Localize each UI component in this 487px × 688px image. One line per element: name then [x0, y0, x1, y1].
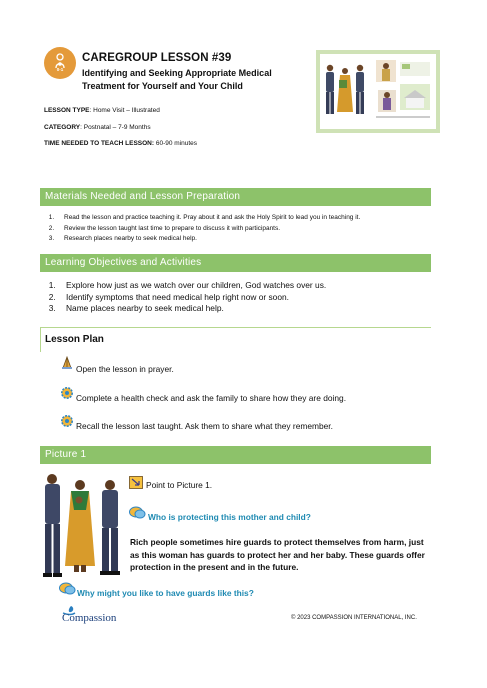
compassion-brand-name: Compassion — [62, 612, 117, 624]
point-to-picture-text: Point to Picture 1. — [146, 480, 213, 490]
picture1-body-text: Rich people sometimes hire guards to protect themselves from harm, just as this woman has guards to protect her and her baby. These guards offer protection in the present and in the future. — [130, 537, 425, 573]
list-item: 3. Name places nearby to seek medical help. — [58, 303, 326, 315]
list-item: 1. Read the lesson and practice teaching it. Pray about it and ask the Holy Spirit to lead you in teaching it. — [56, 213, 360, 224]
copyright-text: © 2023 COMPASSION INTERNATIONAL, INC. — [291, 615, 417, 621]
gear-icon — [60, 414, 74, 428]
objectives-list — [58, 280, 326, 315]
category-value: : Postnatal – 7-9 Months — [80, 124, 151, 131]
lesson-title: CAREGROUP LESSON #39 — [82, 52, 232, 64]
picture1-heading: Picture 1 — [40, 446, 431, 464]
list-item: 2. Identify symptoms that need medical help right now or soon. — [58, 292, 326, 304]
guards-illustration — [40, 470, 126, 580]
objectives-heading: Learning Objectives and Activities — [40, 254, 431, 272]
list-item: 3. Research places nearby to seek medical help. — [56, 234, 360, 245]
materials-heading: Materials Needed and Lesson Preparation — [40, 188, 431, 206]
pointer-icon — [129, 476, 143, 489]
step-open-prayer: Open the lesson in prayer. — [76, 364, 174, 374]
time-line — [44, 140, 197, 147]
discussion-icon — [59, 582, 76, 596]
lesson-thumbnail — [316, 50, 440, 133]
category-line — [44, 124, 151, 131]
category-label: CATEGORY — [44, 124, 81, 131]
materials-list — [56, 213, 360, 245]
list-item: 1. Explore how just as we watch over our children, God watches over us. — [58, 280, 326, 292]
lesson-plan-heading: Lesson Plan — [45, 334, 104, 345]
discussion-icon — [129, 506, 146, 520]
lesson-type-label: LESSON TYPE — [44, 107, 90, 114]
logo-age-label: 0-1 — [56, 67, 64, 73]
praying-hands-icon — [60, 356, 74, 370]
question-why-guards: Why might you like to have guards like this? — [77, 588, 254, 598]
gear-icon — [60, 386, 74, 400]
step-recall-lesson: Recall the lesson last taught. Ask them to share what they remember. — [76, 421, 333, 431]
list-item: 2. Review the lesson taught last time to prepare to discuss it with participants. — [56, 224, 360, 235]
time-label: TIME NEEDED TO TEACH LESSON: — [44, 140, 155, 147]
step-health-check: Complete a health check and ask the family to share how they are doing. — [76, 393, 347, 403]
time-value: 60-90 minutes — [154, 140, 198, 147]
lesson-type-line — [44, 107, 160, 114]
lesson-type-value: : Home Visit – Illustrated — [89, 107, 160, 114]
question-who-protecting: Who is protecting this mother and child? — [148, 512, 311, 522]
lesson-subtitle: Identifying and Seeking Appropriate Medical Treatment for Yourself and Your Child — [82, 68, 272, 91]
lesson-logo — [44, 47, 76, 79]
